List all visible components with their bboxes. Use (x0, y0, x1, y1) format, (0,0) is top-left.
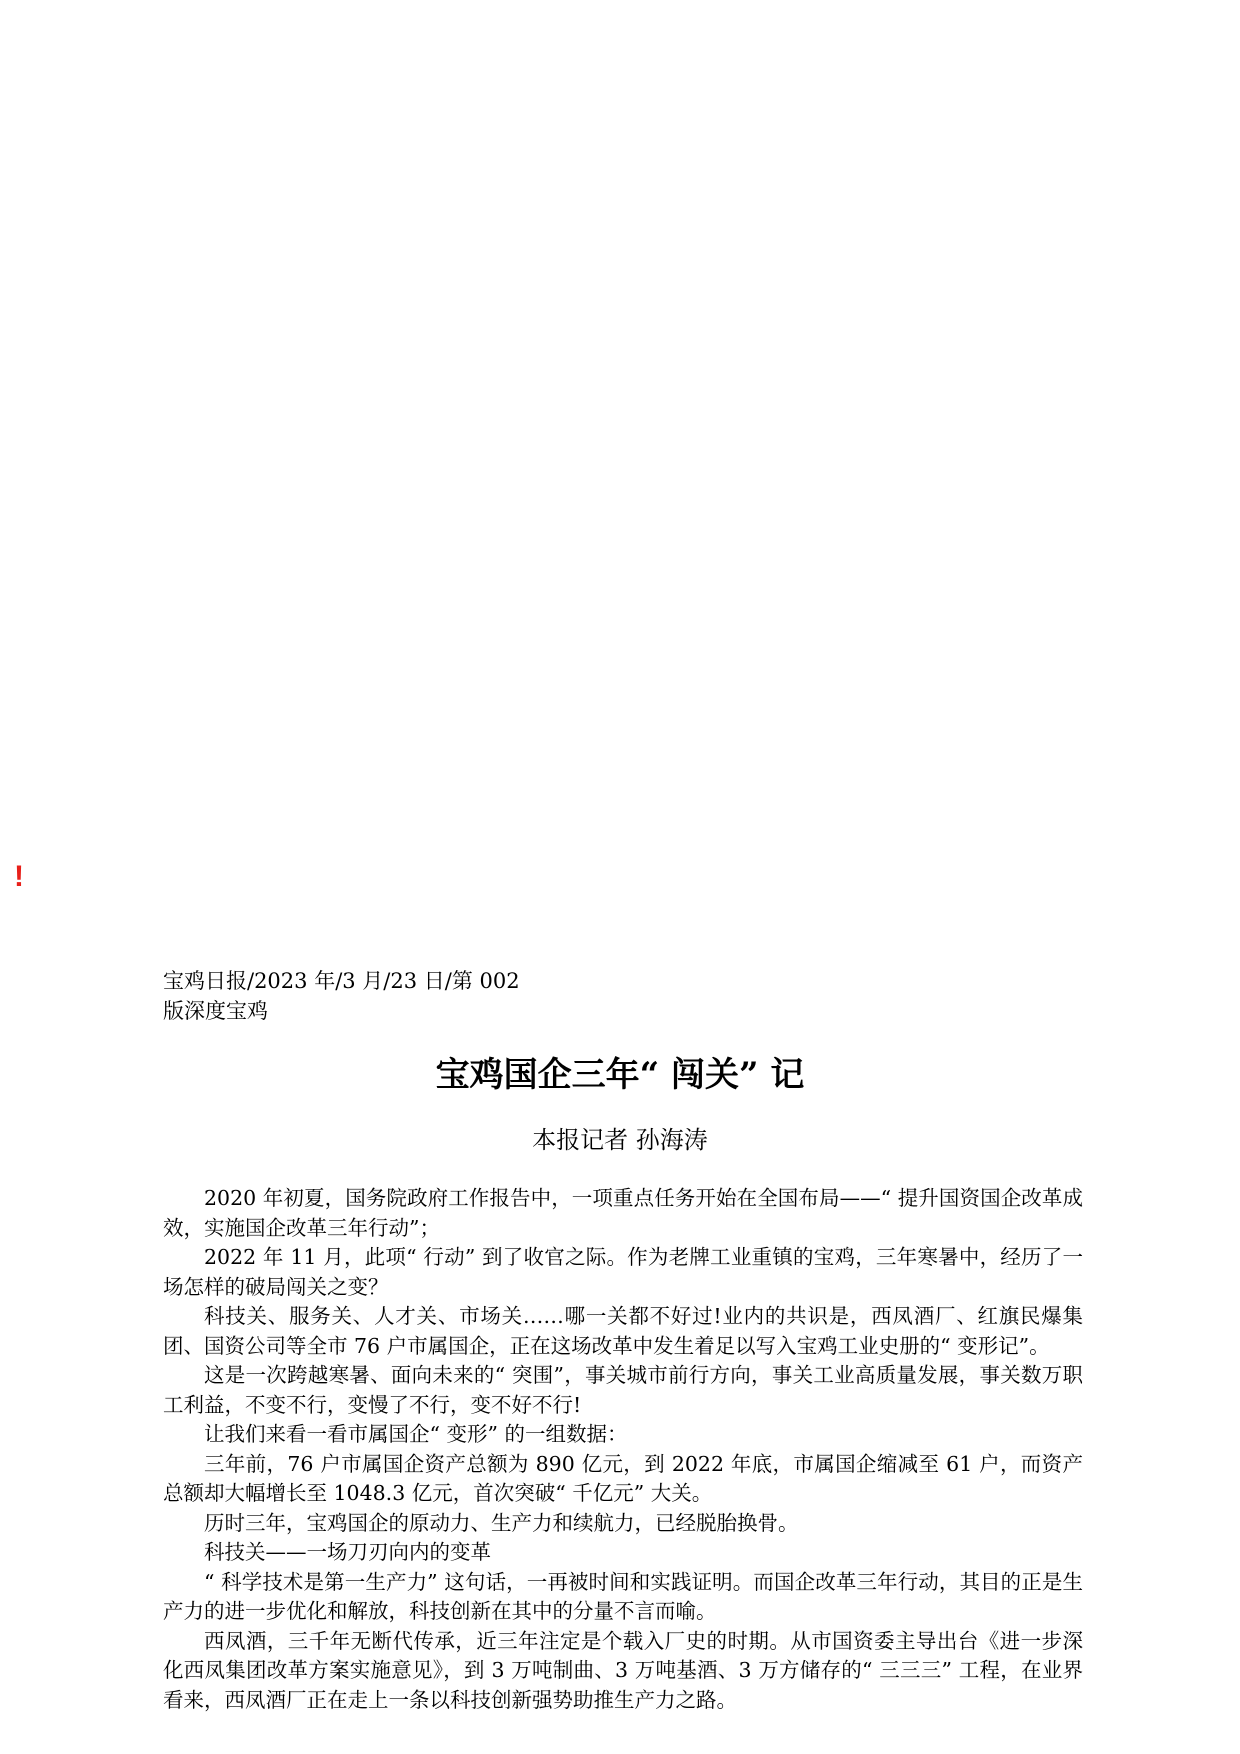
paragraph: 这是一次跨越寒暑、面向未来的“ 突围”，事关城市前行方向，事关工业高质量发展，事关数万职工利益，不变不行，变慢了不行，变不好不行! (163, 1363, 1083, 1417)
article-byline: 本报记者 孙海涛 (532, 1126, 708, 1154)
paragraph: 历时三年，宝鸡国企的原动力、生产力和续航力，已经脱胎换骨。 (204, 1510, 799, 1535)
paragraph: 科技关、服务关、人才关、市场关……哪一关都不好过!业内的共识是，西凤酒厂、红旗民爆集团、国资公司等全市 76 户市属国企，正在这场改革中发生着足以写入宝鸡工业史册的“ 变形记”。 (163, 1304, 1083, 1358)
source-line: 宝鸡日报/2023 年/3 月/23 日/第 002 版深度宝鸡 (163, 969, 520, 1023)
paragraph: 2020 年初夏，国务院政府工作报告中，一项重点任务开始在全国布局——“ 提升国资国企改革成效，实施国企改革三年行动”； (163, 1186, 1083, 1240)
section-heading: 科技关——一场刀刃向内的变革 (204, 1540, 491, 1564)
paragraph: “ 科学技术是第一生产力” 这句话，一再被时间和实践证明。而国企改革三年行动，其目的正是生产力的进一步优化和解放，科技创新在其中的分量不言而喻。 (163, 1569, 1083, 1623)
article-body (163, 1184, 1083, 1715)
article-headline: 宝鸡国企三年“ 闯关” 记 (435, 1055, 805, 1095)
paragraph: 2022 年 11 月，此项“ 行动” 到了收官之际。作为老牌工业重镇的宝鸡，三年寒暑中，经历了一场怎样的破局闯关之变？ (163, 1245, 1083, 1299)
paragraph: 三年前，76 户市属国企资产总额为 890 亿元，到 2022 年底，市属国企缩减至 61 户，而资产总额却大幅增长至 1048.3 亿元，首次突破“ 千亿元” 大关。 (163, 1451, 1083, 1505)
paragraph: 西凤酒，三千年无断代传承，近三年注定是个载入厂史的时期。从市国资委主导出台《进一步深化西凤集团改革方案实施意见》，到 3 万吨制曲、3 万吨基酒、3 万方储存的“ 三三三” 工程，在业界看来，西凤酒厂正在走上一条以科技创新强势助推生产力之路。 (163, 1628, 1083, 1712)
red-exclamation-mark: ! (14, 860, 24, 893)
paragraph: 让我们来看一看市属国企“ 变形” 的一组数据： (204, 1422, 628, 1446)
